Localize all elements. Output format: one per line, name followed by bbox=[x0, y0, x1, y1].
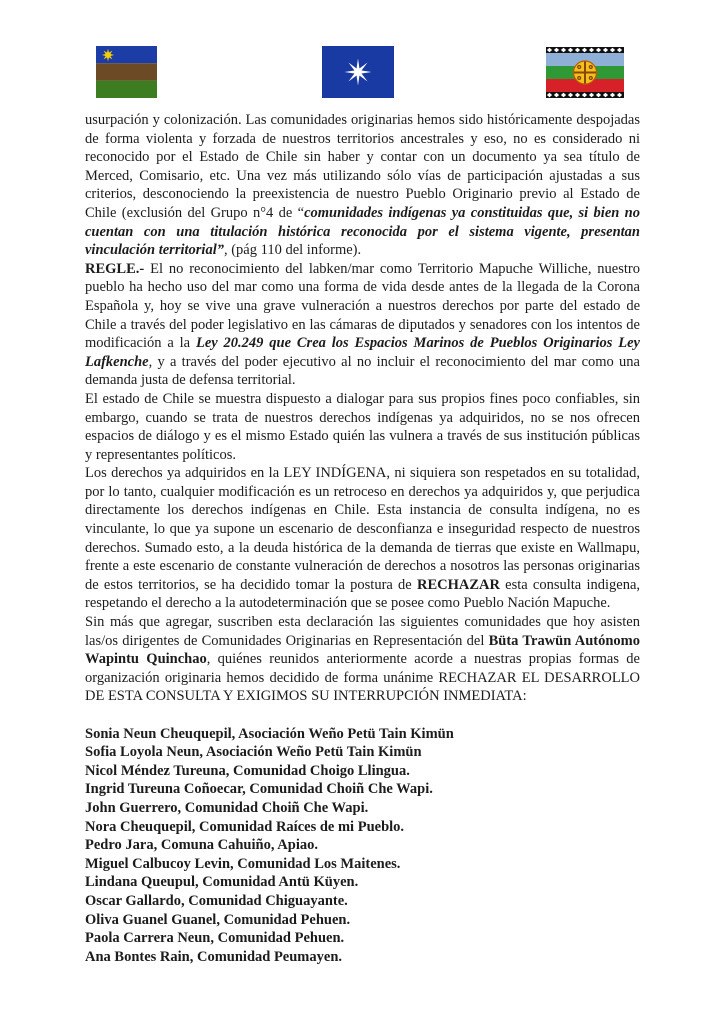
paragraph-text: , (pág 110 del informe). bbox=[223, 242, 362, 259]
signatory: Sonia Neun Cheuquepil, Asociación Weño Petü Tain Kimün bbox=[85, 725, 454, 742]
regle-label: REGLE.- bbox=[85, 260, 145, 277]
paragraph-text: Sin más que agregar, suscriben esta declaración las siguientes comunidades que hoy asisten las/os dirigentes de Comunidades Originarias en Representación del bbox=[85, 614, 640, 649]
signatory: Nora Cheuquepil, Comunidad Raíces de mi Pueblo. bbox=[85, 818, 405, 835]
paragraph-usurpacion bbox=[85, 111, 640, 260]
paragraph-estado-chile bbox=[85, 390, 640, 464]
paragraph-text: Los derechos ya adquiridos en la LEY INDÍGENA, ni siquiera son respetados en su totalidad, por lo tanto, cualquier modificación es un retroceso en derechos ya adquiridos y, que perjudica directamente los derechos indígenas en Chile. Esta instancia de consulta indígena, no es vinculante, lo que ya supone un escenario de desconfianza e inseguridad respecto de nuestros derechos. Sumado esto, a la deuda histórica de la demanda de tierras que existe en Wallmapu, frente a este escenario de constante vulneración de derechos a nosotros las personas originarias de estos territorios, se ha decidido tomar la postura de bbox=[85, 465, 640, 593]
signatory: Pedro Jara, Comuna Cahuiño, Apiao. bbox=[85, 837, 318, 854]
signatory: Oscar Gallardo, Comunidad Chiguayante. bbox=[85, 892, 348, 909]
paragraph-text: , y a través del poder ejecutivo al no incluir el reconocimiento del mar como una demanda justa de defensa territorial. bbox=[85, 353, 640, 389]
document-body bbox=[85, 111, 640, 966]
signatory: Ana Bontes Rain, Comunidad Peumayen. bbox=[85, 948, 343, 965]
signatory: Lindana Queupul, Comunidad Antü Küyen. bbox=[85, 874, 359, 891]
paragraph-regle bbox=[85, 260, 640, 390]
paragraph-ley-indigena bbox=[85, 464, 640, 613]
huilliche-flag-icon bbox=[96, 46, 157, 98]
star-flag-icon bbox=[322, 46, 394, 98]
paragraph-text: El no reconocimiento del labken/mar como Territorio Mapuche Williche, nuestro pueblo ha hecho uso del mar como una forma de vida desde antes de la llegada de la Corona Española y, hoy se vive una grave vulneración a nuestros derechos por parte del estado de Chile a través del poder legislativo en las cámaras de diputados y senadores con los intentos de modificación a la bbox=[85, 260, 640, 352]
paragraph-text: usurpación y colonización. Las comunidades originarias hemos sido históricamente despojadas de forma violenta y forzada de nuestros territorios ancestrales y eso, no es considerado ni reconocido por el Estado de Chile sin haber y contar con un documento ya sea título de Merced, Comisario, etc. Una vez más utilizando sólo vías de participación ajustadas a sus criterios, desconociendo la preexistencia de nuestro Pueblo Originario previo al Estado de Chile (exclusión del Grupo n°4 de “ bbox=[85, 112, 640, 221]
signatory: John Guerrero, Comunidad Choiñ Che Wapi. bbox=[85, 799, 369, 816]
paragraph-text: El estado de Chile se muestra dispuesto a dialogar para sus propios fines poco confiables, sin embargo, cuando se trata de nuestros derechos indígenas ya adquiridos, no se nos ofrecen espacios de diálogo y es el mismo Estado quién las vulnera a través de sus institución públicas y representantes políticos. bbox=[85, 390, 640, 463]
buta-trawun-bold: Büta Trawün Autónomo Wapintu Quinchao bbox=[85, 632, 640, 668]
signatory: Sofia Loyola Neun, Asociación Weño Petü Tain Kimün bbox=[85, 744, 422, 761]
flag-row bbox=[0, 46, 725, 98]
wenufoye-flag-icon bbox=[546, 47, 624, 98]
signatory: Nicol Méndez Tureuna, Comunidad Choigo Llingua. bbox=[85, 762, 410, 779]
signatory: Ingrid Tureuna Coñoecar, Comunidad Choiñ Che Wapi. bbox=[85, 781, 433, 798]
signatory: Paola Carrera Neun, Comunidad Pehuen. bbox=[85, 930, 345, 947]
paragraph-declaracion bbox=[85, 613, 640, 706]
quote-bold-italic: comunidades indígenas ya constituidas que, si bien no cuentan con una titulación histórica reconocida por el sistema vigente, presentan vinculación territorial” bbox=[85, 204, 640, 259]
paragraph-text: esta consulta indigena, respetando el derecho a la autodeterminación que se posee como Pueblo Nación Mapuche. bbox=[85, 576, 641, 612]
paragraph-text: , quiénes reunidos anteriormente acorde a nuestras propias formas de organización originaria hemos decidido de forma unánime RECHAZAR EL DESARROLLO DE ESTA CONSULTA Y EXIGIMOS SU INTERRUPCIÓN INMEDIATA: bbox=[85, 651, 640, 705]
kultrun-icon bbox=[574, 61, 597, 84]
signatory-list bbox=[85, 725, 640, 967]
signatory: Oliva Guanel Guanel, Comunidad Pehuen. bbox=[85, 911, 351, 928]
signatory: Miguel Calbucoy Levin, Comunidad Los Maitenes. bbox=[85, 855, 401, 872]
ley-20249-bold-italic: Ley 20.249 que Crea los Espacios Marinos de Pueblos Originarios Ley Lafkenche bbox=[85, 335, 640, 370]
rechazar-bold: RECHAZAR bbox=[416, 576, 500, 593]
